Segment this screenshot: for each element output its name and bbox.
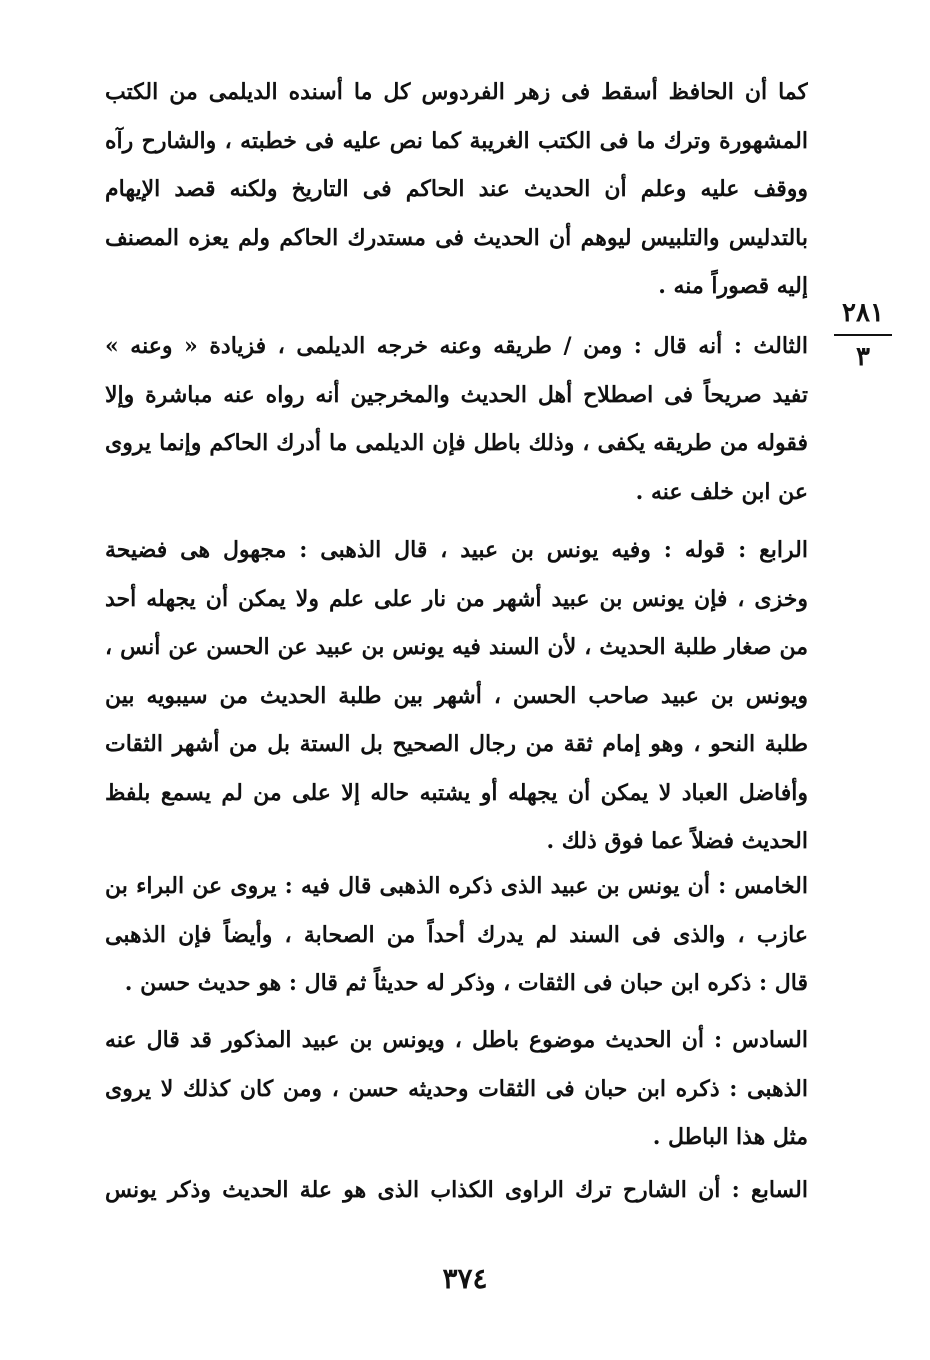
- margin-reference: [832, 298, 894, 372]
- text-line: الرابع : قوله : وفيه يونس بن عبيد ، قال الذهبى : مجهول هى فضيحة: [105, 537, 808, 563]
- text-line: عازب ، والذى فى السند لم يدرك أحداً من الصحابة ، وأيضاً فإن الذهبى: [105, 921, 808, 948]
- margin-reference-bottom: ٣: [856, 342, 870, 372]
- paragraph-1: [105, 68, 808, 311]
- text-line: فقوله من طريقه يكفى ، وذلك باطل فإن الديلمى ما أدرك الحاكم وإنما يروى: [105, 430, 808, 456]
- text-line: تفيد صريحاً فى اصطلاح أهل الحديث والمخرجين أنه رواه عنه مباشرة وإلا: [105, 381, 808, 408]
- paragraph-4: [105, 862, 808, 1008]
- text-line: السادس : أن الحديث موضوع باطل ، ويونس بن عبيد المذكور قد قال عنه: [105, 1027, 808, 1053]
- text-line: الذهبى : ذكره ابن حبان فى الثقات وحديثه حسن ، ومن كان كذلك لا يروى: [105, 1075, 808, 1102]
- page-number: ٣٧٤: [442, 1262, 488, 1295]
- paragraph-2: [105, 322, 808, 516]
- paragraph-5: [105, 1016, 808, 1162]
- text-line: بالتدليس والتلبيس ليوهم أن الحديث فى مستدرك الحاكم ولم يعزه المصنف: [105, 224, 808, 251]
- margin-reference-rule: [834, 334, 892, 336]
- text-line: الحديث فضلاً عما فوق ذلك .: [546, 828, 808, 854]
- text-line: وخزى ، فإن يونس بن عبيد أشهر من نار على علم ولا يمكن أن يجهله أحد: [105, 585, 808, 612]
- text-line: إليه قصوراً منه .: [658, 273, 808, 299]
- text-line: قال : ذكره ابن حبان فى الثقات ، وذكر له حديثاً ثم قال : هو حديث حسن .: [124, 970, 808, 996]
- text-line: مثل هذا الباطل .: [652, 1124, 808, 1150]
- text-line: كما أن الحافظ أسقط فى زهر الفردوس كل ما أسنده الديلمى من الكتب: [105, 79, 808, 105]
- text-line: ووقف عليه وعلم أن الحديث عند الحاكم فى التاريخ ولكنه قصد الإيهام: [105, 176, 808, 202]
- text-line: الثالث : أنه قال : ومن / طريقه وعنه خرجه الديلمى ، فزيادة « وعنه »: [105, 333, 808, 359]
- text-line: ويونس بن عبيد صاحب الحسن ، أشهر بين طلبة الحديث من سيبويه بين: [105, 682, 808, 709]
- text-line: طلبة النحو ، وهو إمام ثقة من رجال الصحيح بل الستة بل من أشهر الثقات: [105, 731, 808, 757]
- paragraph-6: [105, 1166, 808, 1215]
- text-line: من صغار طلبة الحديث ، لأن السند فيه يونس بن عبيد عن الحسن عن أنس ،: [105, 634, 808, 660]
- text-line: السابع : أن الشارح ترك الراوى الكذاب الذى هو علة الحديث وذكر يونس: [105, 1177, 808, 1203]
- text-line: عن ابن خلف عنه .: [635, 478, 808, 505]
- text-line: الخامس : أن يونس بن عبيد الذى ذكره الذهبى قال فيه : يروى عن البراء بن: [105, 873, 808, 899]
- text-line: المشهورة وترك ما فى الكتب الغريبة كما نص عليه فى خطبته ، والشارح رآه: [105, 127, 808, 154]
- text-line: وأفاضل العباد لا يمكن أن يجهله أو يشتبه حاله إلا على من لم يسمع بلفظ: [105, 779, 808, 806]
- margin-reference-top: ٢٨١: [842, 298, 884, 328]
- paragraph-3: [105, 526, 808, 866]
